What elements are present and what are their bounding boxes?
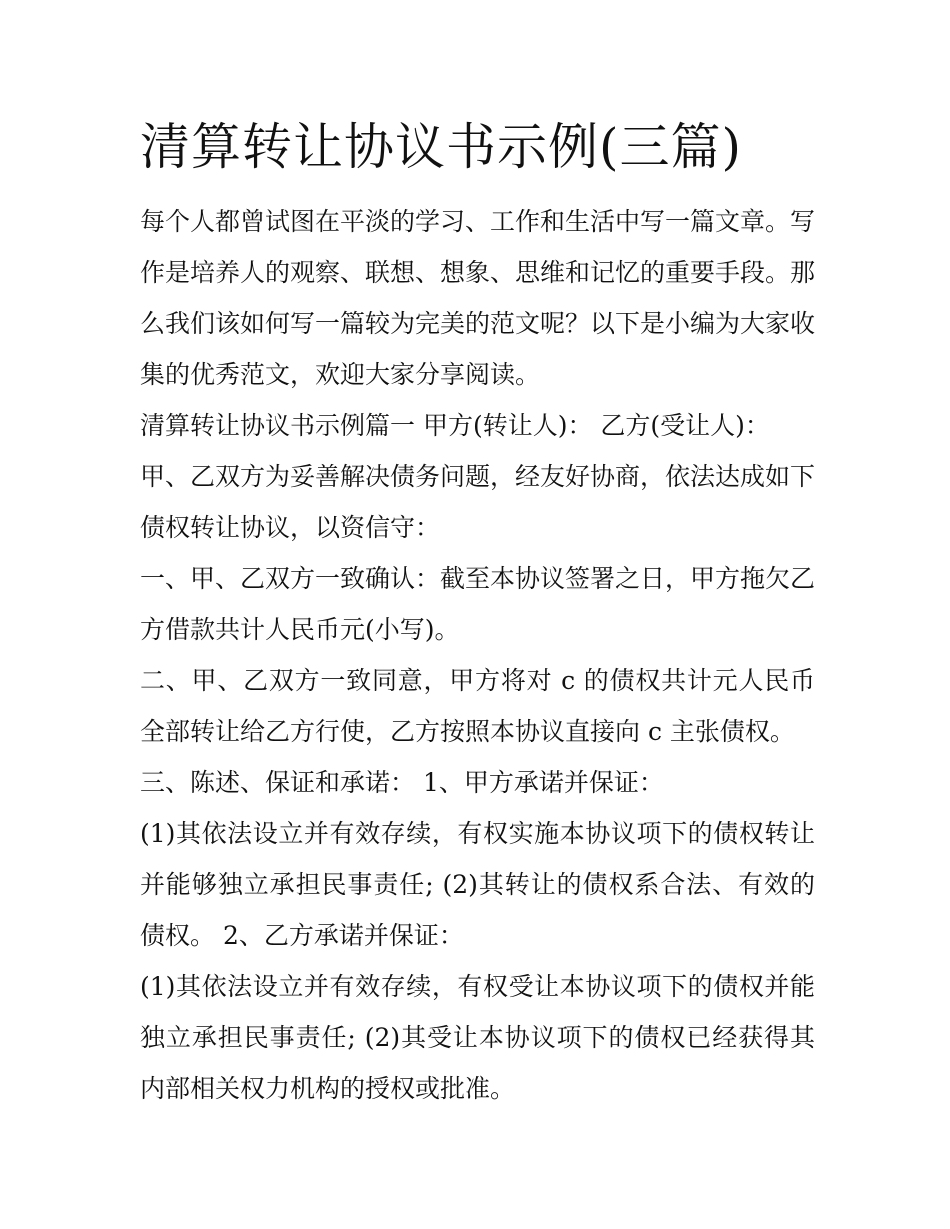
paragraph-clause-1: 一、甲、乙双方一致确认：截至本协议签署之日，甲方拖欠乙方借款共计人民币元(小写)。 <box>140 564 816 644</box>
paragraph-parties: 清算转让协议书示例篇一 甲方(转让人)： 乙方(受让人)： <box>140 411 770 440</box>
paragraph-clause-3: 三、陈述、保证和承诺： 1、甲方承诺并保证： <box>140 768 664 797</box>
paragraph-preamble: 甲、乙双方为妥善解决债务问题，经友好协商，依法达成如下债权转让协议，以资信守： <box>140 462 816 542</box>
paragraph-clause-2: 二、甲、乙双方一致同意，甲方将对 c 的债权共计元人民币全部转让给乙方行使，乙方按照本协议直接向 c 主张债权。 <box>140 666 815 746</box>
document-title: 清算转让协议书示例(三篇) <box>140 118 743 176</box>
paragraph-clause-3-party-a: (1)其依法设立并有效存续，有权实施本协议项下的债权转让并能够独立承担民事责任; (2)其转让的债权系合法、有效的债权。 2、乙方承诺并保证： <box>140 819 815 950</box>
paragraph-clause-3-party-b: (1)其依法设立并有效存续，有权受让本协议项下的债权并能独立承担民事责任; (2)其受让本协议项下的债权已经获得其内部相关权力机构的授权或批准。 <box>140 972 815 1103</box>
paragraph-intro: 每个人都曾试图在平淡的学习、工作和生活中写一篇文章。写作是培养人的观察、联想、想象、思维和记忆的重要手段。那么我们该如何写一篇较为完美的范文呢？以下是小编为大家收集的优秀范文，欢迎大家分享阅读。 <box>140 207 816 389</box>
document-body <box>140 196 815 1114</box>
